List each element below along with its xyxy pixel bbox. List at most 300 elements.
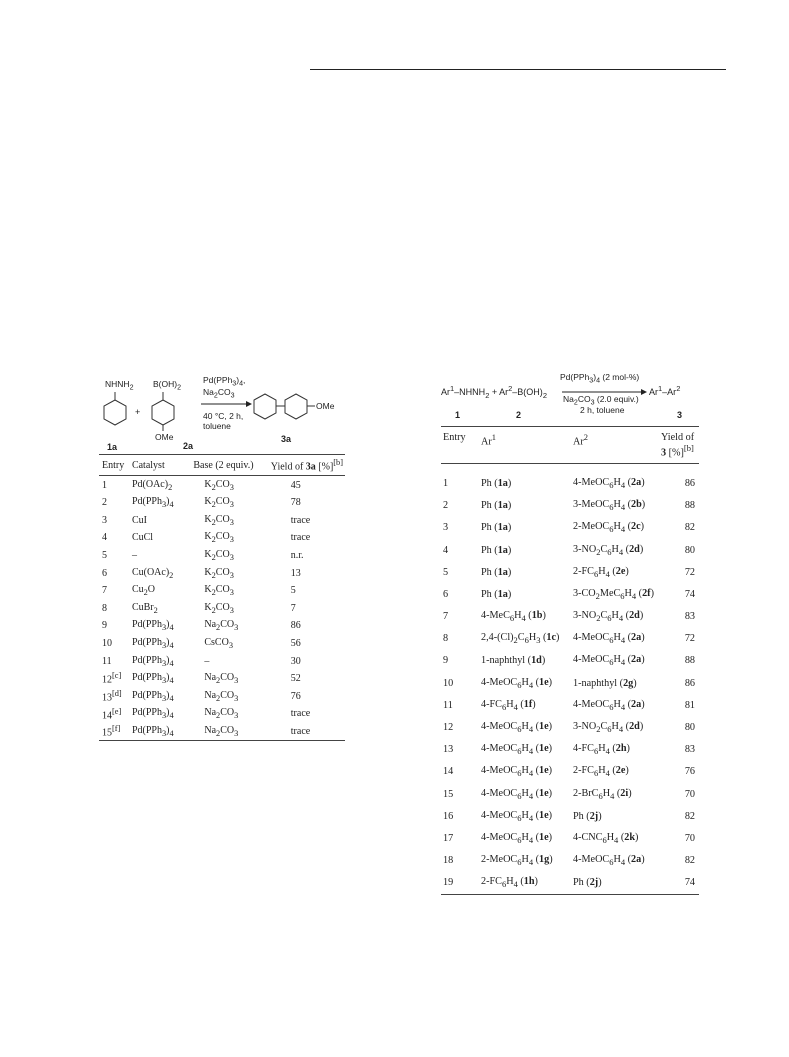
ar1-part: 6 [524, 635, 529, 646]
ar2-part: ) [641, 654, 645, 666]
ar2-part: C [600, 721, 608, 733]
table-1 [99, 370, 345, 741]
entry-cell [441, 517, 479, 539]
ar2-part: H [624, 587, 632, 599]
yield-value: 78 [290, 497, 301, 509]
ar2-part: 4 [620, 635, 626, 646]
catalyst-text: Pd(PPh [131, 689, 162, 701]
ar1-part: 4 [528, 835, 534, 845]
entry-number: 4 [443, 544, 449, 556]
ar1-part: H [528, 632, 537, 644]
ar1-part: Ph ( [481, 544, 498, 556]
table-row [441, 495, 699, 517]
ar2-part: 4 [620, 657, 626, 668]
ar1-part: 4-FC [481, 698, 502, 710]
yield-cell [268, 582, 345, 600]
yield-value: 5 [290, 585, 296, 597]
ar2-part: 2-FC [573, 565, 594, 577]
reactants-formula: $Ar^1-NHNH_2 + Ar^2-B(OH)_2$ [441, 384, 547, 400]
ar1-part: ) [548, 765, 553, 777]
yield-cell [659, 517, 699, 539]
ar2-part: 6 [609, 524, 614, 535]
ar1-part: Ph ( [481, 522, 498, 534]
ar1-part: ( [533, 721, 540, 733]
ar1-part: H [521, 831, 529, 843]
catalyst-text: Pd(PPh [131, 496, 162, 508]
ar1-part: 1-naphthyl ( [481, 655, 532, 667]
ar2-part: 3-NO [573, 721, 597, 733]
ar2-cell [571, 628, 659, 650]
yield-cell [268, 617, 345, 635]
table-row [99, 652, 345, 670]
catalyst-subscript: 2 [169, 570, 174, 580]
base-subscript: 2 [216, 711, 221, 721]
ar1-part: 2-FC [481, 876, 502, 888]
ar2-part: Ph ( [573, 810, 590, 822]
yield-value: 86 [684, 477, 695, 489]
table-row [441, 464, 699, 495]
reaction-scheme-2 [441, 370, 699, 426]
yield-value: 82 [684, 855, 695, 867]
catalyst-text: Pd(PPh [131, 636, 162, 648]
yield-value: 72 [684, 633, 695, 645]
catalyst-cell [129, 670, 190, 688]
catalyst-subscript: 3 [161, 711, 167, 721]
yield-value: 83 [684, 744, 695, 756]
ar1-part: ( [533, 809, 540, 821]
ar1-part: H [521, 721, 529, 733]
base-label: $Na_2CO_3$ (2.0 equiv.) [563, 394, 639, 407]
ar2-part: H [598, 565, 606, 577]
yield-cell [659, 583, 699, 605]
ar2-part: ( [625, 632, 632, 644]
ar2-part: C [600, 543, 608, 555]
ar2-cell [571, 561, 659, 583]
catalyst-subscript-2: 4 [169, 728, 174, 738]
table-row [441, 628, 699, 650]
ar2-cell [571, 539, 659, 561]
ar1-part: 1a [497, 500, 508, 512]
ar1-part: 4-MeOC [481, 831, 518, 843]
ar2-part: 4-MeOC [573, 476, 610, 488]
ar1-part: 1b [531, 610, 543, 622]
yield-cell [659, 650, 699, 672]
ar2-part: 6 [602, 835, 607, 845]
base-cell [190, 617, 267, 635]
yield-cell [268, 512, 345, 530]
ar1-part: 6 [517, 857, 522, 868]
ar1-part: 4 [528, 768, 534, 779]
base-cell [190, 476, 267, 494]
ar2-part: 3-NO [573, 543, 597, 555]
ar2-part: ( [625, 521, 632, 533]
ar2-part: 2d [629, 721, 640, 733]
entry-number: 3 [443, 522, 449, 534]
catalyst-text: CuI [131, 514, 147, 526]
ar2-part: 2e [615, 765, 626, 777]
ar1-part: 1h [523, 876, 535, 888]
ar2-part: H [613, 632, 621, 644]
plus-sign: + [135, 407, 141, 417]
ar1-part: ) [532, 698, 536, 710]
catalyst-subscript-2: 4 [169, 623, 174, 633]
catalyst-cell [129, 582, 190, 600]
ar2-part: 4 [605, 746, 610, 757]
ar2-part: 4-MeOC [573, 854, 610, 866]
yield-value: 76 [290, 690, 301, 702]
ar2-part: 2 [596, 546, 601, 557]
catalyst-text: Pd(PPh [131, 619, 162, 631]
yield-value: 80 [684, 722, 695, 734]
ar2-part: ) [641, 632, 645, 644]
base-text: K [204, 531, 212, 543]
entry-cell [99, 652, 129, 670]
ar2-part: ) [639, 543, 644, 555]
yield-cell [268, 599, 345, 617]
yield-value: 76 [684, 766, 695, 778]
catalyst-subscript: 3 [161, 676, 167, 686]
ar1-part: ) [549, 854, 553, 866]
base-subscript-2: 3 [234, 693, 239, 703]
yield-cell [268, 635, 345, 653]
ar1-part: 1d [531, 655, 542, 667]
ar2-part: H [611, 610, 619, 622]
entry-number: 13 [443, 744, 454, 756]
yield-cell [659, 761, 699, 783]
ar2-part: 3-CO [573, 587, 596, 599]
ar2-part: ) [626, 743, 630, 755]
base-text: K [204, 478, 212, 490]
ar2-part: 2a [631, 654, 642, 666]
ar2-part: 4-CNC [573, 831, 603, 843]
ar1-part: ( [533, 676, 540, 688]
entry-cell [441, 628, 479, 650]
yield-cell [268, 652, 345, 670]
ar1-part: H [521, 854, 529, 866]
yield-cell [268, 476, 345, 494]
catalyst-cell [129, 494, 190, 512]
ar1-part: 2-MeOC [481, 854, 518, 866]
catalyst-text-tail: ) [166, 672, 170, 684]
catalyst-cell [129, 512, 190, 530]
ar2-part: ) [625, 765, 629, 777]
ar1-part: H [521, 809, 529, 821]
compound-label-1a: 1a [107, 442, 118, 452]
ar1-part: ) [534, 876, 538, 888]
ar2-part: 4 [618, 613, 624, 624]
ar2-part: 2 [595, 590, 600, 601]
entry-cell [441, 561, 479, 583]
yield-cell [659, 805, 699, 827]
catalyst-subscript-2: 4 [169, 500, 174, 510]
catalyst-subscript: 3 [161, 693, 167, 703]
entry-footnote: [f] [112, 724, 121, 734]
ar1-part: ( [533, 831, 540, 843]
base-cell [190, 599, 267, 617]
ar2-cell [571, 694, 659, 716]
entry-cell [99, 564, 129, 582]
ar1-part: C [517, 632, 525, 644]
entry-number: 6 [443, 588, 449, 600]
base-text: Na [204, 689, 217, 701]
ar2-part: ( [618, 831, 625, 843]
ar2-part: ) [641, 854, 645, 866]
ar1-part: 4 [521, 613, 526, 624]
base-text-tail: CO [215, 478, 230, 490]
base-text-tail: CO [220, 707, 235, 719]
ar2-part: ( [614, 787, 621, 799]
entry-number: 6 [102, 567, 107, 579]
entry-cell [441, 464, 479, 495]
yield-value: 70 [684, 832, 695, 844]
table-row [441, 606, 699, 628]
ar2-part: 4 [605, 568, 610, 579]
ar1-cell [479, 783, 571, 805]
ar1-part: 1a [497, 566, 508, 578]
ar2-part: 2j [589, 877, 599, 889]
boronic-acid-group: $B(OH)_2$ [153, 379, 182, 392]
ar1-part: 4 [513, 701, 518, 712]
ar1-cell [479, 805, 571, 827]
ar1-part: 6 [517, 768, 522, 779]
entry-cell [99, 705, 129, 723]
base-subscript-2: 3 [234, 711, 239, 721]
catalyst-subscript: 3 [161, 658, 167, 668]
entry-cell [441, 805, 479, 827]
entry-cell [99, 494, 129, 512]
header-yield: Yield of 3 [%][b] [659, 427, 699, 464]
base-subscript: 2 [211, 588, 216, 598]
table-row [99, 723, 345, 741]
ar1-cell [479, 517, 571, 539]
ar2-part: ) [625, 565, 629, 577]
ar2-part: 2k [624, 831, 636, 843]
catalyst-subscript: 2 [168, 482, 173, 492]
yield-cell [659, 850, 699, 872]
catalyst-text: CuBr [131, 601, 154, 613]
table-row [441, 739, 699, 761]
table-row [441, 827, 699, 849]
base-text: K [204, 584, 212, 596]
ar2-part: 2a [631, 854, 642, 866]
entry-number: 9 [102, 620, 107, 632]
ar1-part: 6 [501, 879, 507, 890]
ar2-part: H [611, 721, 619, 733]
ar2-part: 4 [618, 724, 624, 735]
ar1-part: 6 [517, 835, 522, 845]
ar1-part: H [506, 698, 514, 710]
ar2-part: ) [641, 698, 645, 710]
catalyst-text-tail: ) [166, 619, 170, 631]
yield-cell [659, 872, 699, 895]
base-text-tail: CO [215, 584, 230, 596]
ar2-part: ( [623, 721, 630, 733]
ar2-cell [571, 827, 659, 849]
entry-number: 2 [102, 497, 107, 509]
compound-label-3: 3 [677, 410, 683, 420]
catalyst-subscript: 2 [143, 588, 148, 598]
base-text: K [204, 513, 212, 525]
ar1-part: H [521, 676, 529, 688]
ar2-part: 2g [623, 677, 634, 689]
entry-cell [99, 529, 129, 547]
ar1-cell [479, 650, 571, 672]
ar2-part: 6 [598, 790, 603, 801]
ar1-cell [479, 761, 571, 783]
ar2-part: 2e [615, 565, 626, 577]
ar1-part: 4-MeOC [481, 765, 518, 777]
yield-value: 7 [290, 602, 296, 614]
catalyst-text-tail: ) [166, 724, 170, 736]
ar2-cell [571, 850, 659, 872]
ar1-part: 1c [546, 632, 557, 644]
catalyst-cell [129, 705, 190, 723]
compound-label-2: 2 [516, 410, 522, 420]
ar2-part: ) [650, 587, 654, 599]
ar1-part: 1e [539, 787, 549, 799]
ar1-part: H [521, 743, 529, 755]
ar2-part: 2-BrC [573, 787, 599, 799]
table-row [99, 599, 345, 617]
entry-cell [441, 606, 479, 628]
ar1-part: H [506, 876, 514, 888]
catalyst-subscript-2: 4 [169, 658, 174, 668]
entry-cell [441, 672, 479, 694]
entry-cell [99, 582, 129, 600]
entry-cell [99, 476, 129, 494]
ar2-cell [571, 672, 659, 694]
yield-cell [659, 464, 699, 495]
ar2-cell [571, 805, 659, 827]
ar1-cell [479, 628, 571, 650]
ar2-part: ) [598, 810, 602, 822]
yield-cell [659, 827, 699, 849]
yield-value: 45 [290, 479, 301, 491]
catalyst-text: Cu [131, 584, 144, 596]
base-cell [190, 635, 267, 653]
base-cell [190, 547, 267, 565]
ar1-part: 4 [528, 724, 534, 735]
ar1-part: 3 [536, 635, 541, 646]
ar1-part: ( [525, 610, 532, 622]
ar2-part: 1-naphthyl ( [573, 677, 624, 689]
entry-number: 3 [102, 514, 107, 526]
entry-cell [441, 583, 479, 605]
entry-footnote: [d] [112, 689, 122, 699]
entry-number: 12 [443, 722, 454, 734]
entry-cell [441, 539, 479, 561]
entry-cell [441, 694, 479, 716]
ar2-part: ) [639, 721, 644, 733]
table-2 [441, 370, 699, 895]
ar1-cell [479, 850, 571, 872]
catalyst-text-tail: ) [166, 707, 170, 719]
ar1-part: 2,4-(Cl) [481, 632, 514, 644]
entry-footnote: [c] [112, 671, 122, 681]
table-row [99, 476, 345, 494]
table-row [441, 694, 699, 716]
catalyst-subscript: 3 [161, 728, 167, 738]
base-subscript-2: 3 [229, 570, 234, 580]
methoxy-label-product: OMe [316, 401, 335, 411]
ar1-cell [479, 464, 571, 495]
ar1-part: Ph ( [481, 500, 498, 512]
ar2-part: H [613, 521, 621, 533]
reagent-catalyst: $Pd(PPh_3)_4$, [203, 375, 246, 388]
ar2-cell [571, 716, 659, 738]
yield-value: trace [290, 708, 311, 720]
yield-cell [268, 547, 345, 565]
base-text-tail: CO [215, 496, 230, 508]
yield-cell [659, 672, 699, 694]
ar2-part: C [600, 610, 608, 622]
catalyst-cell [129, 564, 190, 582]
ar1-part: 1e [539, 676, 549, 688]
yield-value: 72 [684, 566, 695, 578]
table-row [441, 850, 699, 872]
ar2-part: ) [639, 610, 644, 622]
base-text-tail: CO [220, 619, 235, 631]
ar1-part: 1g [539, 854, 550, 866]
entry-cell [99, 617, 129, 635]
header-entry: Entry [441, 427, 479, 464]
ar1-part: H [521, 765, 529, 777]
entry-cell [441, 650, 479, 672]
yield-value: 80 [684, 544, 695, 556]
ar1-cell [479, 739, 571, 761]
ar1-cell [479, 561, 571, 583]
yield-cell [659, 539, 699, 561]
ar1-part: 1a [497, 477, 508, 489]
ar2-part: 6 [609, 701, 614, 712]
catalyst-subscript: 3 [161, 500, 167, 510]
entry-cell [99, 599, 129, 617]
header-base: Base (2 equiv.) [190, 455, 267, 476]
yield-value: trace [290, 514, 311, 526]
base-cell [190, 512, 267, 530]
ar1-part: 1e [539, 743, 549, 755]
ar2-part: 2i [620, 787, 629, 799]
base-text-tail: CO [220, 689, 235, 701]
base-text: Na [204, 707, 217, 719]
yield-value: 86 [684, 677, 695, 689]
entry-number: 5 [102, 550, 107, 561]
table-row [99, 512, 345, 530]
ar2-part: 4-MeOC [573, 632, 610, 644]
header-entry: Entry [99, 455, 129, 476]
ar2-part: ) [641, 499, 646, 511]
ar2-part: 2a [631, 632, 642, 644]
ar1-part: ) [507, 544, 512, 556]
ar1-part: 1a [497, 544, 508, 556]
ar2-cell [571, 495, 659, 517]
ar2-part: ( [625, 476, 632, 488]
base-subscript: 2 [211, 605, 216, 615]
ar2-part: 2a [631, 476, 642, 488]
product-formula: Ar$^1$–Ar$^2$ [649, 384, 681, 397]
catalyst-subscript: 2 [153, 605, 158, 615]
entry-cell [441, 761, 479, 783]
ar2-part: 2d [629, 610, 640, 622]
table-1-header-row [99, 455, 345, 476]
ar1-part: ( [540, 632, 547, 644]
yield-value: n.r. [290, 550, 304, 561]
ar2-part: H [602, 787, 611, 799]
base-cell [190, 529, 267, 547]
entry-number: 13 [102, 692, 112, 704]
base-text: Na [204, 619, 217, 631]
ar1-part: ) [507, 522, 512, 534]
